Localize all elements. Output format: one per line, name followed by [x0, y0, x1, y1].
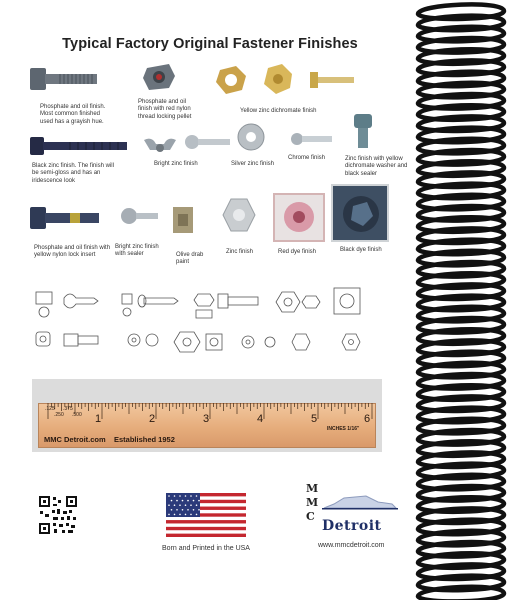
flag-star: [190, 495, 192, 497]
phosphate-bolt-image: [30, 64, 100, 94]
flag-star: [171, 509, 173, 511]
caption-bright-zinc-sealer: Bright zinc finish with sealer: [115, 244, 159, 258]
ruler-established: Established 1952: [114, 435, 175, 444]
flag-star: [182, 500, 184, 502]
ruler-scale-500: .500: [72, 412, 82, 418]
black-zinc-bolt-image: [30, 134, 130, 158]
coil-loop: [418, 587, 504, 600]
flag-stripe: [166, 520, 246, 523]
caption-phosphate-red-nylon: Phosphate and oil finish with red nylon thread locking pellet: [138, 99, 192, 120]
ruler-scale-375: .375: [63, 406, 73, 412]
flag-star: [168, 504, 170, 506]
ruler-scale-125: .125: [45, 406, 55, 412]
flag-star: [174, 514, 176, 516]
flag-stripe: [166, 527, 246, 530]
caption-phosphate-oil: Phosphate and oil finish. Most common finished used has a grayish hue.: [40, 104, 106, 125]
caption-black-dye: Black dye finish: [340, 247, 382, 253]
flag-star: [196, 495, 198, 497]
logo-letter-m2: M: [306, 496, 319, 509]
ruler-brand: MMC Detroit.com: [44, 435, 106, 444]
chrome-screw-image: [290, 132, 334, 146]
flag-star: [179, 495, 181, 497]
ruler-number-3: 3: [203, 413, 210, 425]
flag-star: [196, 504, 198, 506]
caption-bright-zinc: Bright zinc finish: [154, 161, 198, 167]
flag-star: [193, 509, 195, 511]
caption-phosphate-yellow-nylon: Phosphate and oil finish with yellow nylon lock insert: [34, 245, 111, 259]
olive-drab-clip-image: [172, 206, 194, 234]
flag-star: [174, 495, 176, 497]
flag-star: [176, 509, 178, 511]
caption-yellow-zinc: Yellow zinc dichromate finish: [240, 108, 317, 114]
flag-star: [187, 509, 189, 511]
fastener-line-drawings: [34, 284, 380, 364]
flag-star: [168, 514, 170, 516]
silver-zinc-washer-image: [236, 122, 266, 152]
usa-flag-image: [166, 493, 246, 537]
flag-star: [187, 500, 189, 502]
qr-code-image: [38, 495, 78, 535]
logo-detroit-word: Detroit: [322, 518, 382, 534]
caption-zinc: Zinc finish: [226, 249, 254, 255]
caption-silver-zinc: Silver zinc finish: [231, 161, 275, 167]
spiral-binding-image: [396, 0, 522, 600]
born-in-usa-text: Born and Printed in the USA: [162, 545, 250, 552]
ruler-number-5: 5: [311, 413, 318, 425]
page-title: Typical Factory Original Fastener Finishes: [62, 36, 358, 52]
flag-star: [196, 514, 198, 516]
flag-star: [198, 509, 200, 511]
flag-star: [171, 500, 173, 502]
flag-star: [185, 495, 187, 497]
ruler: [32, 379, 382, 452]
caption-red-dye: Red dye finish: [278, 249, 317, 255]
ruler-number-2: 2: [149, 413, 156, 425]
car-silhouette-image: [322, 492, 398, 514]
ruler-number-1: 1: [95, 413, 102, 425]
caption-zinc-yellow-washer: Zinc finish with yellow dichromate washer and black sealer: [345, 156, 408, 177]
flag-stripe: [166, 534, 246, 537]
caption-black-zinc: Black zinc finish. The finish will be semi-gloss and has an iridescence look: [32, 163, 114, 184]
black-dye-photo: [331, 184, 389, 242]
logo-letter-m1: M: [306, 482, 319, 495]
flag-star: [190, 504, 192, 506]
flag-star: [193, 500, 195, 502]
flag-star: [185, 514, 187, 516]
caption-olive-drab: Olive drab paint: [176, 252, 204, 266]
red-nylon-nut-image: [141, 62, 177, 92]
flag-star: [168, 495, 170, 497]
flag-star: [185, 504, 187, 506]
flag-star: [174, 504, 176, 506]
flag-star: [179, 504, 181, 506]
red-dye-photo: [273, 193, 325, 242]
yellow-washer-bolt-image: [348, 112, 378, 152]
flag-star: [182, 509, 184, 511]
ruler-scale-250: .250: [54, 412, 64, 418]
logo-letter-c: C: [306, 510, 315, 523]
yellow-nylon-bolt-image: [30, 205, 102, 231]
ruler-unit-label: INCHES 1/16": [327, 426, 360, 432]
flag-star: [198, 500, 200, 502]
ruler-number-6: 6: [364, 413, 371, 425]
flag-star: [190, 514, 192, 516]
bright-zinc-screw-image: [184, 134, 232, 150]
yellow-zinc-parts-image: [214, 64, 364, 96]
website-url: www.mmcdetroit.com: [318, 542, 385, 549]
sealer-screw-image: [120, 205, 160, 227]
wing-nut-image: [142, 134, 178, 156]
flag-star: [179, 514, 181, 516]
zinc-nut-image: [221, 197, 257, 233]
flag-star: [176, 500, 178, 502]
ruler-number-4: 4: [257, 413, 264, 425]
caption-chrome: Chrome finish: [288, 155, 326, 161]
